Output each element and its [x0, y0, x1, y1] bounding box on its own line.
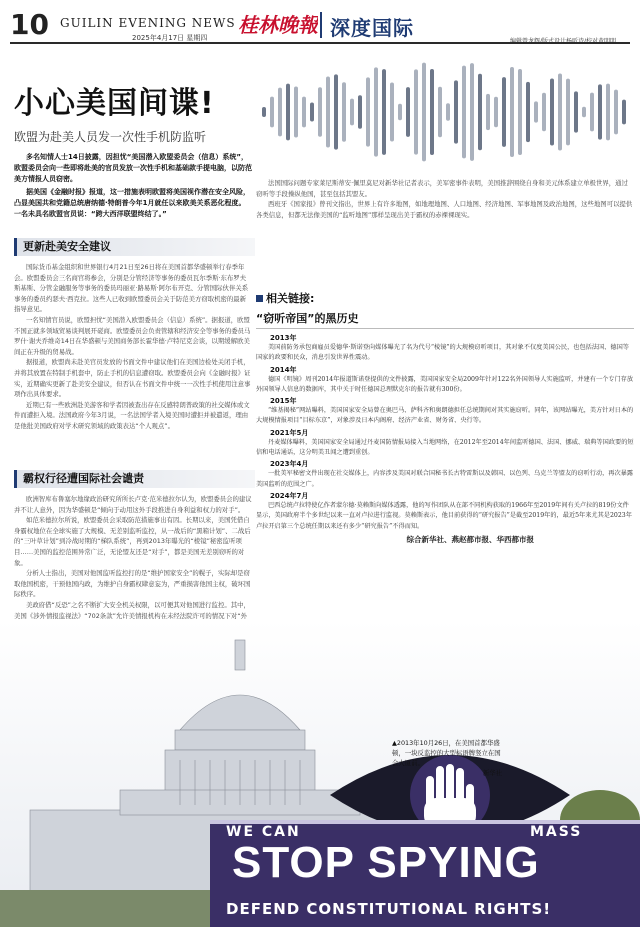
subheadline: 欧盟为赴美人员发一次性手机防监听 [14, 130, 207, 144]
body-paragraph: 美政府借“反恐”之名不断扩大安全机关权限，以可便其对他国进行监控。其中，美国《涉外情报监视法》“702条款”允许美情报机构在未经法院许可的情况下对“外 [14, 600, 250, 620]
waveform-bar [286, 84, 290, 141]
page-header [0, 0, 640, 46]
page-number: 10 [10, 8, 49, 41]
newspaper-name-en: GUILIN EVENING NEWS [60, 16, 236, 30]
waveform-bar [398, 104, 402, 120]
waveform-bar [430, 69, 434, 155]
timeline-year: 2014年 [270, 365, 297, 374]
timeline-year: 2013年 [270, 334, 297, 342]
waveform-bar [326, 77, 330, 148]
body-paragraph: 国际货币基金组织和世界银行4月21日至26日将在美国首都华盛顿举行春季年会。欧盟委员会三名商官将参会，分别是分管经济等事务的委员瓦尔季斯·东布罗夫斯基斯、分管金融服务等事务的委员玛丽亚·路易斯·阿尔布开克、分管国际伙伴关系事务的委员约瑟夫·西克拉。这些人已收到欧盟委员会关于防范美方窃取机密的最新指导意见。 [14, 263, 249, 314]
body-paragraph: 法国国际问题专家莱尼斯蒂安·佩里莫尼对新华社记者表示，美军密事件表明，美国推辞围绕自身和美元体系建立单极世界，通过窃听等手段操纵他国，甚至包括其盟友。 [256, 179, 628, 198]
header-rule [10, 42, 630, 44]
body-paragraph: 分析人士指出，美国对他国监听监控打的是“维护国家安全”的幌子，实际却是窃取他国机密，干预他国内政，为维护自身霸权肆意妄为，严重损害他国主权，破坏国际秩序。 [14, 569, 251, 599]
sidebar-label-text: 相关链接: [266, 292, 315, 305]
timeline-text: 巴西总统卢拉特使亿作者蒙尔德·莫赖斯向媒体透露，他的写作团队从在部不同机构获取的1966年至2019年间有关卢拉的819份文件显示，美国政府半个多世纪以来一直对卢拉进行监视。莫赖斯表示，他目前获得的“研究报告”是截至2019年的，最近5年来尤其是2023年卢拉开启第三个总统任期以来还有多少“研究报告”不得而知。 [256, 501, 632, 530]
waveform-bar [502, 77, 506, 147]
timeline-year: 2015年 [270, 397, 297, 406]
waveform-bar [518, 69, 522, 155]
body-paragraph: 一名知情官员说，欧盟担忧“美国潜入欧盟委员会（信息）系统”。据报道，欧盟不国正就多领域贸易谈判展开磋商。欧盟委员会负责管辖和经济安全等事务的委员马罗什·谢夫乔维奇14日在华盛顿与美国商务部长霍华德·卢特尼克会谈，以期缓解欧美间正在升级的贸易战。 [14, 315, 251, 356]
waveform-bar [294, 87, 298, 138]
timeline [256, 333, 634, 532]
waveform-bar [374, 67, 378, 156]
timeline-text: 丹麦媒体曝料，美国国家安全局通过丹麦国防情报局接入当地网络，在2012年至2014年间监听德国、法国、挪威、瑞典等国政要的短信和电话通话，这分明美丑闻之遭到重创。 [256, 438, 634, 457]
waveform-bar [574, 91, 578, 132]
timeline-year: 2023年4月 [270, 460, 309, 469]
waveform-bar [470, 63, 474, 161]
waveform-bar [598, 84, 602, 139]
waveform-bar [278, 88, 282, 137]
waveform-bar [446, 103, 450, 121]
section-title: 深度国际 [330, 16, 414, 40]
timeline-text: “维基揭秘”网站曝料，美国国家安全局曾在奥巴马、萨科齐和奥朗德担任总统期间对其实施窃听。同年，该网站曝光，美方针对日本的大规模情报项目“目标东京”，对象涉及日本内阁府、经济产业省、财务省、央行等。 [256, 407, 634, 425]
waveform-bar [614, 90, 618, 135]
waveform-bar [622, 100, 626, 125]
waveform-bar [262, 107, 266, 117]
waveform-bar [558, 74, 562, 151]
banner-text-top: WE CAN [226, 824, 301, 840]
waveform-bar [526, 82, 530, 142]
section-heading-1-text: 更新赴美安全建议 [23, 240, 111, 253]
headline: 小心美国间谍! [14, 86, 215, 121]
section-heading-1 [14, 238, 255, 256]
waveform-bar [414, 69, 418, 154]
photo-caption [392, 738, 502, 778]
timeline-year: 2021年5月 [270, 428, 309, 437]
photo-credit: 新华社 [482, 769, 502, 777]
logo-text: 桂林晚報 [238, 13, 318, 37]
waveform-bar [342, 82, 346, 141]
waveform-bar [334, 74, 338, 149]
lede-paragraph-1: 多名知情人士14日披露，因担忧“美国潜入欧盟委员会（信息）系统”，欧盟委员会向一些即将赴美的官员发放一次性手机和基础款手提电脑，以防范美方情报人员窃密。 [14, 153, 252, 183]
banner-text-bottom: DEFEND CONSTITUTIONAL RIGHTS! [226, 900, 552, 918]
issue-date: 2025年4月17日 星期四 [132, 34, 208, 42]
body-paragraph: 据报道，欧盟尚未赴美官员发放的书面文件中建议他们在美国边检处关闭手机，并将其放置在特制手机套中，防止手机的信息遭窃取。欧盟委员会向《金融时报》证实，近期确实更新了赴美安全建议，但否认在书面文件中统一一次性手机使用注意事项作出具体要求。 [14, 358, 251, 399]
waveform-bar [566, 79, 570, 146]
waveform-bar [302, 97, 306, 128]
header-divider [320, 12, 322, 38]
section-heading-2-text: 霸权行径遭国际社会谴责 [23, 472, 144, 485]
waveform-bar [422, 63, 426, 162]
photo-caption-text: ▲2013年10月26日，在美国首都华盛顿，一块反监控的大型标语牌竖立在国会大厦前。 [392, 739, 501, 767]
waveform-bar [494, 97, 498, 127]
sources-note: 综合新华社、燕赵都市报、华西都市报 [406, 534, 534, 544]
sidebar-title: “窃听帝国”的黑历史 [256, 310, 634, 329]
body-paragraph: 欧洲智库布鲁塞尔地缘政治研究所所长卢克·范米德拉尔认为，欧盟委员会的建议并不让人意外，因为华盛顿是“倾向于动用这外手段推进自身利益和权力的对手”。 [14, 495, 252, 514]
waveform-bar [478, 74, 482, 151]
waveform-bar [590, 93, 594, 132]
lede-paragraph-2: 据美国《金融时报》报道，这一措施表明欧盟将美国视作潜在安全风险，凸显美国共和党籍总统唐纳德·特朗普今年1月就任以来欧美关系恶化程度。一名未具名欧盟官员说：“跨大西洋联盟终结了。” [14, 188, 250, 218]
banner-text-mass: MASS [530, 824, 583, 840]
waveform-bar [310, 102, 314, 121]
waveform-bar [406, 87, 410, 137]
timeline-text: 美国前防务承包商雇员爱德华·斯诺登向媒体曝光了名为代号“棱镜”的大规模窃听项目，其对象不仅度美国公民，也包括法国、德国等国家的政要和民众，消息引发世界性震动。 [256, 344, 629, 362]
waveform-bar [582, 107, 586, 118]
section-heading-2 [14, 470, 255, 488]
waveform-bar [486, 94, 490, 130]
square-bullet-icon [256, 295, 263, 302]
body-paragraph: 如范米德拉尔所说，欧盟委员会采取防范措施事出有因。长期以来，美国凭借自身霸权地位在全球实施了大规模、无差别监听监控，从一战后的“黑箱计划”、二战后的“三叶草计划”到冷战时期的“梯队系统”，再到2013年曝光的“棱镜”秘密监听项目……美国的监控范围异常广泛，无论盟友还是“对手”，都是美国无差别窃听的对象。 [14, 516, 251, 567]
audio-waveform-graphic [262, 52, 632, 172]
timeline-text: 德国《明镜》周刊2014年报道斯诺登提供的文件披露，美国国家安全局2009年针对122名外国领导人实施监听，并建有一个专门存放外国领导人信息的数据库，其中关于时任德国总理默克尔的报告就有300份。 [256, 375, 634, 393]
banner-main-text: STOP SPYING [232, 838, 540, 887]
sidebar-label [256, 290, 634, 306]
waveform-bar [534, 101, 538, 122]
waveform-bar [438, 87, 442, 137]
waveform-bar [270, 97, 274, 128]
waveform-bar [358, 95, 362, 129]
newspaper-logo [236, 10, 318, 38]
waveform-bar [390, 82, 394, 141]
waveform-bar [462, 66, 466, 159]
waveform-bar [350, 99, 354, 126]
waveform-bar [606, 84, 610, 141]
waveform-bar [366, 77, 370, 146]
timeline-text: 一批美军秘密文件出现在社交媒体上，内容涉及美国对联合国秘书长古特雷斯以及韩国、以色列、乌克兰等盟友的窃听行动，再次暴露美国监听的范围之广。 [256, 470, 634, 488]
waveform-bar [550, 78, 554, 145]
body-paragraph: 西班牙《国家报》曾刊文指出，世界上有许多地图，如地理地图、人口地图、经济地图、军事地图及政治地图，这些地图可以提供各类信息，但都无法像美国的“监听地图”那样呈现出美于霸权的赤裸裸现实。 [256, 200, 633, 219]
waveform-bar [318, 87, 322, 137]
waveform-bar [382, 69, 386, 155]
waveform-bar [510, 67, 514, 157]
timeline-year: 2024年7月 [270, 491, 309, 500]
waveform-bar [542, 93, 546, 131]
waveform-bar [454, 80, 458, 143]
body-paragraph: 近期已有一些欧洲赴美游客和学者因被查出存在反感特朗普政策的社交媒体或文件而遭拒入境。法国政府今年3月说，一名法国学者入境美国时遭拒并被遣返，理由是他批美国政府对学术研究领域的政策表达“个人观点”。 [14, 400, 250, 430]
